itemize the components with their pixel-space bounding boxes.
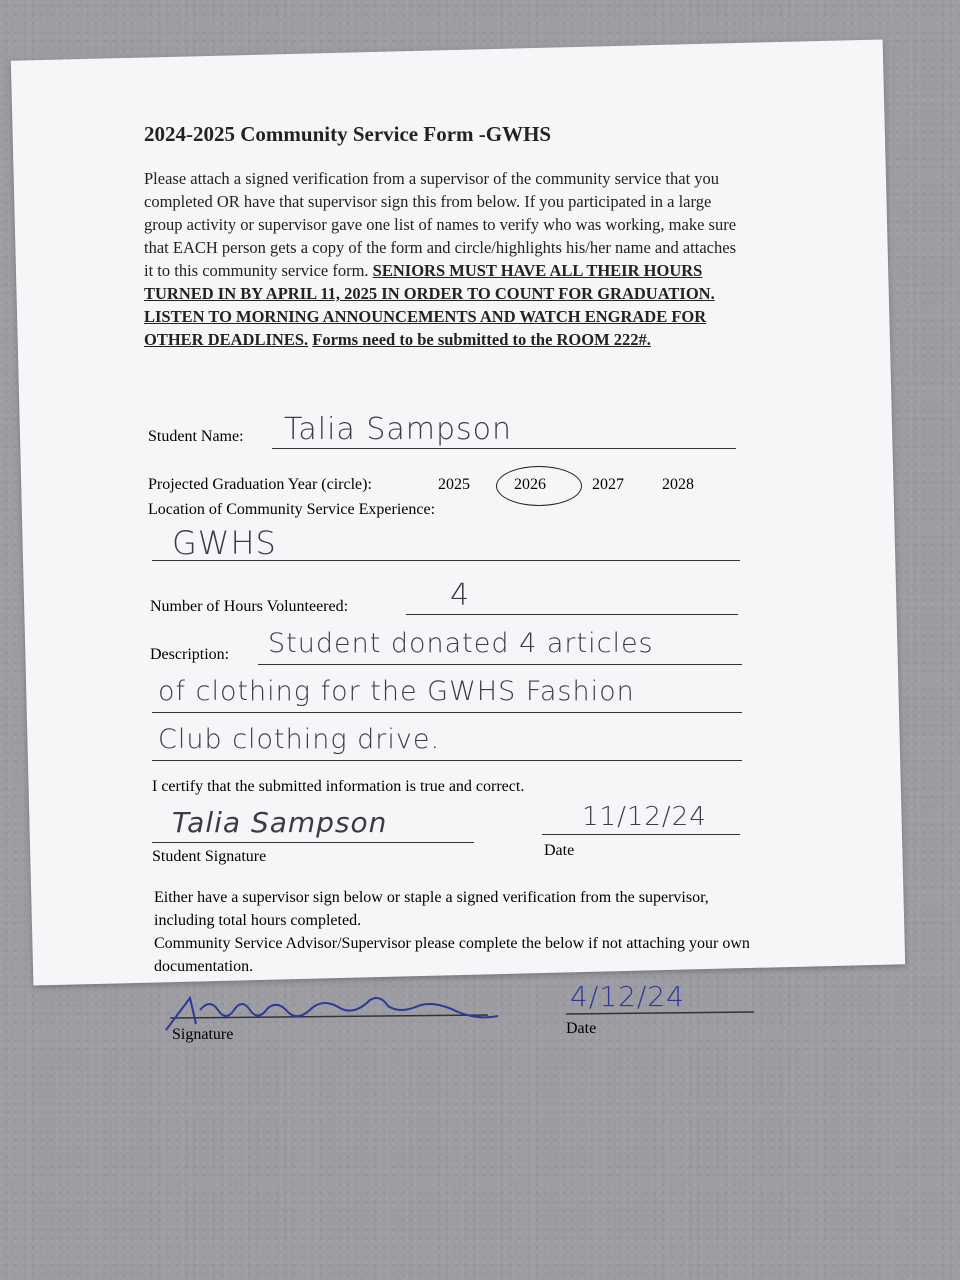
description-line-1-value[interactable]: Student donated 4 articles: [268, 628, 654, 659]
supervisor-signature-label: Signature: [172, 1026, 234, 1043]
hours-value[interactable]: 4: [450, 578, 471, 613]
grad-year-2026[interactable]: 2026: [514, 476, 546, 493]
hours-label: Number of Hours Volunteered:: [150, 598, 349, 615]
supervisor-date-value[interactable]: 4/12/24: [570, 980, 685, 1013]
form-title: 2024-2025 Community Service Form -GWHS: [144, 122, 552, 146]
supervisor-instructions: Either have a supervisor sign below or staple a signed verification from the supervisor, including total hours completed.: [154, 889, 709, 929]
supervisor-advisor-note: Community Service Advisor/Supervisor please complete the below if not attaching your own documentation.: [154, 935, 750, 975]
student-signature-value[interactable]: Talia Sampson: [172, 806, 388, 839]
instructions-text: Please attach a signed verification from a supervisor of the community service that you completed OR have that supervisor sign this from below. If you participated in a large group activity or supervisor gave one list of names to verify who was working, make sure that EACH person gets a copy of the form and circle/highlights his/her name and attaches it to this community service form.: [144, 169, 737, 280]
grad-year-2025[interactable]: 2025: [438, 476, 470, 493]
supervisor-date-label: Date: [566, 1020, 597, 1037]
certify-text: I certify that the submitted information is true and correct.: [152, 778, 525, 795]
student-date-label: Date: [544, 842, 575, 859]
student-date-value[interactable]: 11/12/24: [582, 802, 707, 832]
description-line-3-value[interactable]: Club clothing drive.: [158, 724, 441, 755]
instructions-deadline: SENIORS MUST HAVE ALL THEIR HOURS TURNED IN BY APRIL 11, 2025 IN ORDER TO COUNT FOR GRADUATION. LISTEN TO MORNING ANNOUNCEMENTS AND WATCH ENGRADE FOR OTHER DEADLINES.: [144, 261, 715, 349]
instructions-room: Forms need to be submitted to the ROOM 222#.: [312, 330, 651, 349]
description-label: Description:: [150, 646, 230, 663]
student-name-label: Student Name:: [148, 428, 244, 445]
grad-year-2027[interactable]: 2027: [592, 476, 624, 493]
grad-year-2028[interactable]: 2028: [662, 476, 694, 493]
grad-year-label: Projected Graduation Year (circle):: [148, 476, 372, 493]
student-name-value[interactable]: Talia Sampson: [284, 412, 513, 447]
location-label: Location of Community Service Experience:: [148, 501, 436, 518]
description-line-2-value[interactable]: of clothing for the GWHS Fashion: [158, 676, 635, 707]
student-signature-label: Student Signature: [152, 848, 267, 865]
location-value[interactable]: GWHS: [172, 524, 277, 562]
